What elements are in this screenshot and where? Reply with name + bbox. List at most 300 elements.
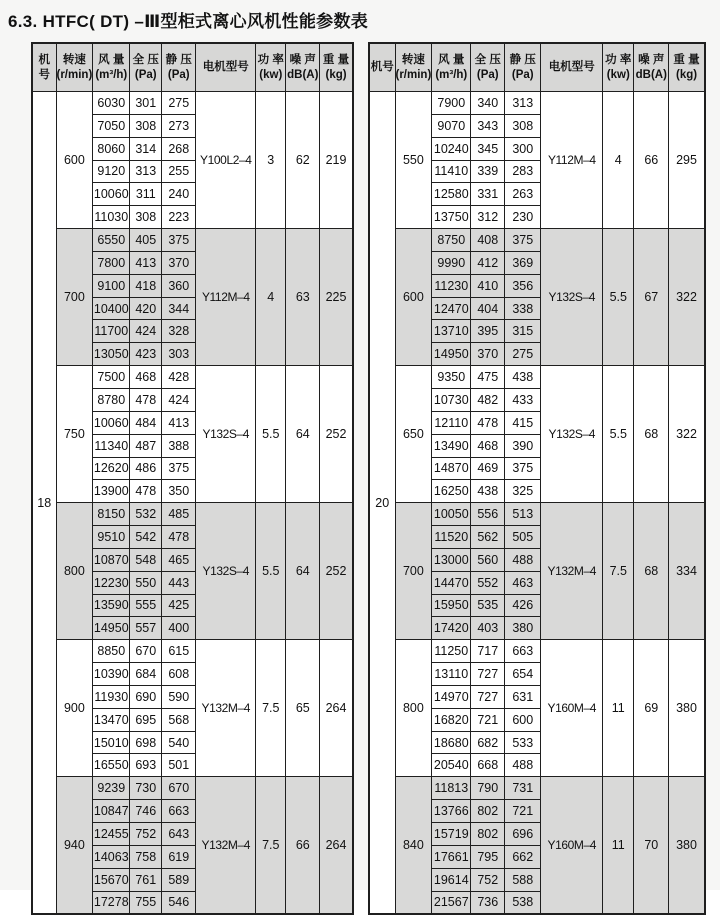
static-pressure-cell: 388 bbox=[162, 434, 196, 457]
total-pressure-cell: 478 bbox=[471, 411, 505, 434]
airflow-cell: 11410 bbox=[432, 160, 471, 183]
col-header-unit: (m³/h) bbox=[95, 68, 128, 81]
col-header-unit: (Pa) bbox=[167, 68, 190, 81]
total-pressure-cell: 438 bbox=[471, 480, 505, 503]
col-header-label: 功 率 bbox=[257, 54, 284, 67]
airflow-cell: 12620 bbox=[93, 457, 130, 480]
col-header-unit: dB(A) bbox=[635, 68, 667, 81]
airflow-cell: 17278 bbox=[93, 891, 130, 914]
airflow-cell: 13490 bbox=[432, 434, 471, 457]
airflow-cell: 21567 bbox=[432, 891, 471, 914]
col-header-total-pressure bbox=[130, 43, 162, 92]
col-header-airflow bbox=[432, 43, 471, 92]
table-row bbox=[369, 640, 705, 663]
speed-cell: 700 bbox=[56, 229, 93, 366]
col-header-unit: (kg) bbox=[675, 68, 698, 81]
table-row bbox=[369, 503, 705, 526]
power-cell: 3 bbox=[256, 92, 286, 229]
total-pressure-cell: 301 bbox=[130, 92, 162, 115]
col-header-label: 静 压 bbox=[165, 54, 192, 67]
col-header-motor-model bbox=[196, 43, 256, 92]
speed-cell: 800 bbox=[395, 640, 432, 777]
col-header-label: 功 率 bbox=[605, 54, 632, 67]
static-pressure-cell: 375 bbox=[505, 457, 541, 480]
airflow-cell: 8060 bbox=[93, 137, 130, 160]
airflow-cell: 7050 bbox=[93, 114, 130, 137]
total-pressure-cell: 312 bbox=[471, 206, 505, 229]
static-pressure-cell: 400 bbox=[162, 617, 196, 640]
static-pressure-cell: 619 bbox=[162, 845, 196, 868]
airflow-cell: 15719 bbox=[432, 823, 471, 846]
col-header-label: 风 量 bbox=[438, 54, 465, 67]
total-pressure-cell: 340 bbox=[471, 92, 505, 115]
airflow-cell: 10730 bbox=[432, 388, 471, 411]
col-header-unit: (kw) bbox=[259, 68, 283, 81]
static-pressure-cell: 533 bbox=[505, 731, 541, 754]
airflow-cell: 11700 bbox=[93, 320, 130, 343]
col-header-static-pressure bbox=[505, 43, 541, 92]
static-pressure-cell: 255 bbox=[162, 160, 196, 183]
speed-cell: 700 bbox=[395, 503, 432, 640]
total-pressure-cell: 408 bbox=[471, 229, 505, 252]
col-header-static-pressure bbox=[162, 43, 196, 92]
table-row bbox=[32, 640, 353, 663]
static-pressure-cell: 315 bbox=[505, 320, 541, 343]
static-pressure-cell: 350 bbox=[162, 480, 196, 503]
airflow-cell: 14950 bbox=[93, 617, 130, 640]
total-pressure-cell: 556 bbox=[471, 503, 505, 526]
table-row bbox=[32, 229, 353, 252]
static-pressure-cell: 488 bbox=[505, 548, 541, 571]
airflow-cell: 14470 bbox=[432, 571, 471, 594]
airflow-cell: 12580 bbox=[432, 183, 471, 206]
airflow-cell: 8150 bbox=[93, 503, 130, 526]
static-pressure-cell: 568 bbox=[162, 708, 196, 731]
airflow-cell: 9990 bbox=[432, 251, 471, 274]
static-pressure-cell: 424 bbox=[162, 388, 196, 411]
col-header-label: 电机型号 bbox=[548, 61, 595, 74]
performance-table bbox=[368, 42, 706, 915]
table-row bbox=[369, 366, 705, 389]
static-pressure-cell: 663 bbox=[162, 800, 196, 823]
airflow-cell: 18680 bbox=[432, 731, 471, 754]
static-pressure-cell: 485 bbox=[162, 503, 196, 526]
total-pressure-cell: 482 bbox=[471, 388, 505, 411]
static-pressure-cell: 643 bbox=[162, 823, 196, 846]
airflow-cell: 12470 bbox=[432, 297, 471, 320]
col-header-unit: (kg) bbox=[325, 68, 347, 81]
col-header-airflow bbox=[93, 43, 130, 92]
static-pressure-cell: 654 bbox=[505, 663, 541, 686]
fan-table-left bbox=[31, 42, 354, 915]
airflow-cell: 7800 bbox=[93, 251, 130, 274]
airflow-cell: 10240 bbox=[432, 137, 471, 160]
total-pressure-cell: 486 bbox=[130, 457, 162, 480]
total-pressure-cell: 727 bbox=[471, 685, 505, 708]
airflow-cell: 10060 bbox=[93, 183, 130, 206]
motor-model-cell: Y160M–4 bbox=[541, 640, 603, 777]
total-pressure-cell: 370 bbox=[471, 343, 505, 366]
power-cell: 4 bbox=[256, 229, 286, 366]
fan-table-right bbox=[368, 42, 706, 915]
col-header-label: 噪 声 bbox=[638, 54, 665, 67]
static-pressure-cell: 344 bbox=[162, 297, 196, 320]
total-pressure-cell: 717 bbox=[471, 640, 505, 663]
col-header-speed bbox=[56, 43, 93, 92]
static-pressure-cell: 240 bbox=[162, 183, 196, 206]
motor-model-cell: Y112M–4 bbox=[541, 92, 603, 229]
total-pressure-cell: 308 bbox=[130, 114, 162, 137]
total-pressure-cell: 535 bbox=[471, 594, 505, 617]
airflow-cell: 9100 bbox=[93, 274, 130, 297]
total-pressure-cell: 752 bbox=[471, 868, 505, 891]
airflow-cell: 16250 bbox=[432, 480, 471, 503]
static-pressure-cell: 370 bbox=[162, 251, 196, 274]
noise-cell: 64 bbox=[286, 503, 320, 640]
total-pressure-cell: 475 bbox=[471, 366, 505, 389]
performance-table bbox=[31, 42, 354, 915]
static-pressure-cell: 413 bbox=[162, 411, 196, 434]
static-pressure-cell: 443 bbox=[162, 571, 196, 594]
static-pressure-cell: 501 bbox=[162, 754, 196, 777]
motor-model-cell: Y132S–4 bbox=[541, 366, 603, 503]
total-pressure-cell: 542 bbox=[130, 526, 162, 549]
col-header-unit: (r/min) bbox=[56, 68, 93, 81]
static-pressure-cell: 223 bbox=[162, 206, 196, 229]
total-pressure-cell: 690 bbox=[130, 685, 162, 708]
power-cell: 5.5 bbox=[256, 366, 286, 503]
static-pressure-cell: 275 bbox=[162, 92, 196, 115]
static-pressure-cell: 663 bbox=[505, 640, 541, 663]
static-pressure-cell: 478 bbox=[162, 526, 196, 549]
total-pressure-cell: 552 bbox=[471, 571, 505, 594]
noise-cell: 62 bbox=[286, 92, 320, 229]
airflow-cell: 12230 bbox=[93, 571, 130, 594]
static-pressure-cell: 230 bbox=[505, 206, 541, 229]
static-pressure-cell: 670 bbox=[162, 777, 196, 800]
table-row bbox=[32, 366, 353, 389]
airflow-cell: 14870 bbox=[432, 457, 471, 480]
weight-cell: 380 bbox=[669, 640, 705, 777]
col-header-label: 全 压 bbox=[132, 54, 159, 67]
static-pressure-cell: 375 bbox=[162, 457, 196, 480]
total-pressure-cell: 410 bbox=[471, 274, 505, 297]
static-pressure-cell: 438 bbox=[505, 366, 541, 389]
col-header-noise bbox=[634, 43, 669, 92]
weight-cell: 252 bbox=[320, 366, 353, 503]
airflow-cell: 7500 bbox=[93, 366, 130, 389]
power-cell: 5.5 bbox=[603, 366, 634, 503]
airflow-cell: 8780 bbox=[93, 388, 130, 411]
airflow-cell: 11250 bbox=[432, 640, 471, 663]
airflow-cell: 13000 bbox=[432, 548, 471, 571]
static-pressure-cell: 313 bbox=[505, 92, 541, 115]
total-pressure-cell: 345 bbox=[471, 137, 505, 160]
col-header-weight bbox=[669, 43, 705, 92]
total-pressure-cell: 311 bbox=[130, 183, 162, 206]
table-row bbox=[32, 92, 353, 115]
weight-cell: 322 bbox=[669, 366, 705, 503]
static-pressure-cell: 696 bbox=[505, 823, 541, 846]
header-row bbox=[369, 43, 705, 92]
airflow-cell: 13110 bbox=[432, 663, 471, 686]
total-pressure-cell: 469 bbox=[471, 457, 505, 480]
power-cell: 5.5 bbox=[256, 503, 286, 640]
total-pressure-cell: 478 bbox=[130, 388, 162, 411]
noise-cell: 66 bbox=[286, 777, 320, 915]
static-pressure-cell: 600 bbox=[505, 708, 541, 731]
airflow-cell: 17420 bbox=[432, 617, 471, 640]
total-pressure-cell: 698 bbox=[130, 731, 162, 754]
col-header-label: 全 压 bbox=[474, 54, 501, 67]
weight-cell: 252 bbox=[320, 503, 353, 640]
weight-cell: 334 bbox=[669, 503, 705, 640]
total-pressure-cell: 562 bbox=[471, 526, 505, 549]
airflow-cell: 11030 bbox=[93, 206, 130, 229]
airflow-cell: 13766 bbox=[432, 800, 471, 823]
total-pressure-cell: 403 bbox=[471, 617, 505, 640]
total-pressure-cell: 730 bbox=[130, 777, 162, 800]
col-header-label: 机号 bbox=[370, 61, 394, 74]
airflow-cell: 10870 bbox=[93, 548, 130, 571]
static-pressure-cell: 380 bbox=[505, 617, 541, 640]
static-pressure-cell: 590 bbox=[162, 685, 196, 708]
col-header-unit: (kw) bbox=[606, 68, 630, 81]
weight-cell: 264 bbox=[320, 640, 353, 777]
airflow-cell: 9120 bbox=[93, 160, 130, 183]
airflow-cell: 9510 bbox=[93, 526, 130, 549]
speed-cell: 840 bbox=[395, 777, 432, 915]
airflow-cell: 9350 bbox=[432, 366, 471, 389]
total-pressure-cell: 555 bbox=[130, 594, 162, 617]
airflow-cell: 10400 bbox=[93, 297, 130, 320]
airflow-cell: 14970 bbox=[432, 685, 471, 708]
total-pressure-cell: 468 bbox=[471, 434, 505, 457]
airflow-cell: 10390 bbox=[93, 663, 130, 686]
total-pressure-cell: 682 bbox=[471, 731, 505, 754]
static-pressure-cell: 433 bbox=[505, 388, 541, 411]
total-pressure-cell: 484 bbox=[130, 411, 162, 434]
total-pressure-cell: 343 bbox=[471, 114, 505, 137]
total-pressure-cell: 802 bbox=[471, 800, 505, 823]
total-pressure-cell: 487 bbox=[130, 434, 162, 457]
static-pressure-cell: 538 bbox=[505, 891, 541, 914]
total-pressure-cell: 395 bbox=[471, 320, 505, 343]
static-pressure-cell: 390 bbox=[505, 434, 541, 457]
col-header-unit: (r/min) bbox=[395, 68, 432, 81]
speed-cell: 600 bbox=[395, 229, 432, 366]
total-pressure-cell: 693 bbox=[130, 754, 162, 777]
static-pressure-cell: 275 bbox=[505, 343, 541, 366]
airflow-cell: 19614 bbox=[432, 868, 471, 891]
motor-model-cell: Y160M–4 bbox=[541, 777, 603, 915]
total-pressure-cell: 420 bbox=[130, 297, 162, 320]
noise-cell: 66 bbox=[634, 92, 669, 229]
airflow-cell: 6030 bbox=[93, 92, 130, 115]
total-pressure-cell: 548 bbox=[130, 548, 162, 571]
static-pressure-cell: 463 bbox=[505, 571, 541, 594]
speed-cell: 600 bbox=[56, 92, 93, 229]
total-pressure-cell: 752 bbox=[130, 823, 162, 846]
weight-cell: 225 bbox=[320, 229, 353, 366]
col-header-machine bbox=[32, 43, 56, 92]
static-pressure-cell: 338 bbox=[505, 297, 541, 320]
motor-model-cell: Y132S–4 bbox=[541, 229, 603, 366]
static-pressure-cell: 608 bbox=[162, 663, 196, 686]
table-row bbox=[369, 92, 705, 115]
speed-cell: 940 bbox=[56, 777, 93, 915]
noise-cell: 65 bbox=[286, 640, 320, 777]
motor-model-cell: Y132S–4 bbox=[196, 503, 256, 640]
airflow-cell: 13050 bbox=[93, 343, 130, 366]
total-pressure-cell: 755 bbox=[130, 891, 162, 914]
col-header-power bbox=[603, 43, 634, 92]
static-pressure-cell: 328 bbox=[162, 320, 196, 343]
airflow-cell: 6550 bbox=[93, 229, 130, 252]
total-pressure-cell: 557 bbox=[130, 617, 162, 640]
airflow-cell: 11340 bbox=[93, 434, 130, 457]
col-header-label: 电机型号 bbox=[202, 61, 249, 74]
weight-cell: 264 bbox=[320, 777, 353, 915]
col-header-machine bbox=[369, 43, 395, 92]
static-pressure-cell: 662 bbox=[505, 845, 541, 868]
total-pressure-cell: 413 bbox=[130, 251, 162, 274]
airflow-cell: 11930 bbox=[93, 685, 130, 708]
static-pressure-cell: 273 bbox=[162, 114, 196, 137]
total-pressure-cell: 404 bbox=[471, 297, 505, 320]
static-pressure-cell: 731 bbox=[505, 777, 541, 800]
total-pressure-cell: 695 bbox=[130, 708, 162, 731]
page-title: 6.3. HTFC( DT) –Ⅲ型柜式离心风机性能参数表 bbox=[8, 12, 369, 31]
static-pressure-cell: 465 bbox=[162, 548, 196, 571]
col-header-weight bbox=[320, 43, 353, 92]
power-cell: 11 bbox=[603, 640, 634, 777]
speed-cell: 800 bbox=[56, 503, 93, 640]
table-row bbox=[369, 229, 705, 252]
static-pressure-cell: 488 bbox=[505, 754, 541, 777]
airflow-cell: 13590 bbox=[93, 594, 130, 617]
airflow-cell: 16550 bbox=[93, 754, 130, 777]
speed-cell: 750 bbox=[56, 366, 93, 503]
static-pressure-cell: 721 bbox=[505, 800, 541, 823]
col-header-total-pressure bbox=[471, 43, 505, 92]
total-pressure-cell: 478 bbox=[130, 480, 162, 503]
airflow-cell: 15670 bbox=[93, 868, 130, 891]
static-pressure-cell: 540 bbox=[162, 731, 196, 754]
speed-cell: 550 bbox=[395, 92, 432, 229]
total-pressure-cell: 532 bbox=[130, 503, 162, 526]
static-pressure-cell: 513 bbox=[505, 503, 541, 526]
static-pressure-cell: 369 bbox=[505, 251, 541, 274]
speed-cell: 650 bbox=[395, 366, 432, 503]
col-header-label: 噪 声 bbox=[289, 54, 316, 67]
static-pressure-cell: 589 bbox=[162, 868, 196, 891]
airflow-cell: 15010 bbox=[93, 731, 130, 754]
total-pressure-cell: 668 bbox=[471, 754, 505, 777]
static-pressure-cell: 268 bbox=[162, 137, 196, 160]
airflow-cell: 16820 bbox=[432, 708, 471, 731]
airflow-cell: 14950 bbox=[432, 343, 471, 366]
table-row bbox=[369, 777, 705, 800]
static-pressure-cell: 308 bbox=[505, 114, 541, 137]
total-pressure-cell: 727 bbox=[471, 663, 505, 686]
power-cell: 5.5 bbox=[603, 229, 634, 366]
table-row bbox=[32, 503, 353, 526]
airflow-cell: 20540 bbox=[432, 754, 471, 777]
motor-model-cell: Y132M–4 bbox=[196, 777, 256, 915]
machine-no-cell: 20 bbox=[369, 92, 395, 915]
total-pressure-cell: 412 bbox=[471, 251, 505, 274]
col-header-label: 重 量 bbox=[673, 54, 700, 67]
static-pressure-cell: 360 bbox=[162, 274, 196, 297]
static-pressure-cell: 263 bbox=[505, 183, 541, 206]
total-pressure-cell: 736 bbox=[471, 891, 505, 914]
static-pressure-cell: 615 bbox=[162, 640, 196, 663]
motor-model-cell: Y132M–4 bbox=[541, 503, 603, 640]
total-pressure-cell: 802 bbox=[471, 823, 505, 846]
header-row bbox=[32, 43, 353, 92]
weight-cell: 219 bbox=[320, 92, 353, 229]
weight-cell: 322 bbox=[669, 229, 705, 366]
power-cell: 7.5 bbox=[256, 640, 286, 777]
col-header-label: 转速 bbox=[62, 54, 86, 67]
total-pressure-cell: 339 bbox=[471, 160, 505, 183]
total-pressure-cell: 684 bbox=[130, 663, 162, 686]
airflow-cell: 13710 bbox=[432, 320, 471, 343]
airflow-cell: 7900 bbox=[432, 92, 471, 115]
motor-model-cell: Y132M–4 bbox=[196, 640, 256, 777]
airflow-cell: 10060 bbox=[93, 411, 130, 434]
power-cell: 11 bbox=[603, 777, 634, 915]
motor-model-cell: Y132S–4 bbox=[196, 366, 256, 503]
static-pressure-cell: 303 bbox=[162, 343, 196, 366]
noise-cell: 68 bbox=[634, 366, 669, 503]
col-header-unit: dB(A) bbox=[287, 68, 319, 81]
col-header-label: 风 量 bbox=[98, 54, 125, 67]
total-pressure-cell: 313 bbox=[130, 160, 162, 183]
airflow-cell: 10050 bbox=[432, 503, 471, 526]
noise-cell: 67 bbox=[634, 229, 669, 366]
col-header-unit: (Pa) bbox=[134, 68, 157, 81]
total-pressure-cell: 423 bbox=[130, 343, 162, 366]
total-pressure-cell: 761 bbox=[130, 868, 162, 891]
noise-cell: 64 bbox=[286, 366, 320, 503]
static-pressure-cell: 375 bbox=[162, 229, 196, 252]
airflow-cell: 13470 bbox=[93, 708, 130, 731]
total-pressure-cell: 331 bbox=[471, 183, 505, 206]
airflow-cell: 11813 bbox=[432, 777, 471, 800]
weight-cell: 380 bbox=[669, 777, 705, 915]
static-pressure-cell: 283 bbox=[505, 160, 541, 183]
static-pressure-cell: 631 bbox=[505, 685, 541, 708]
airflow-cell: 11230 bbox=[432, 274, 471, 297]
weight-cell: 295 bbox=[669, 92, 705, 229]
airflow-cell: 13750 bbox=[432, 206, 471, 229]
table-row bbox=[32, 777, 353, 800]
total-pressure-cell: 424 bbox=[130, 320, 162, 343]
static-pressure-cell: 428 bbox=[162, 366, 196, 389]
total-pressure-cell: 405 bbox=[130, 229, 162, 252]
static-pressure-cell: 505 bbox=[505, 526, 541, 549]
airflow-cell: 14063 bbox=[93, 845, 130, 868]
total-pressure-cell: 550 bbox=[130, 571, 162, 594]
static-pressure-cell: 588 bbox=[505, 868, 541, 891]
airflow-cell: 8850 bbox=[93, 640, 130, 663]
col-header-speed bbox=[395, 43, 432, 92]
total-pressure-cell: 308 bbox=[130, 206, 162, 229]
col-header-label: 机号 bbox=[38, 54, 50, 81]
total-pressure-cell: 418 bbox=[130, 274, 162, 297]
